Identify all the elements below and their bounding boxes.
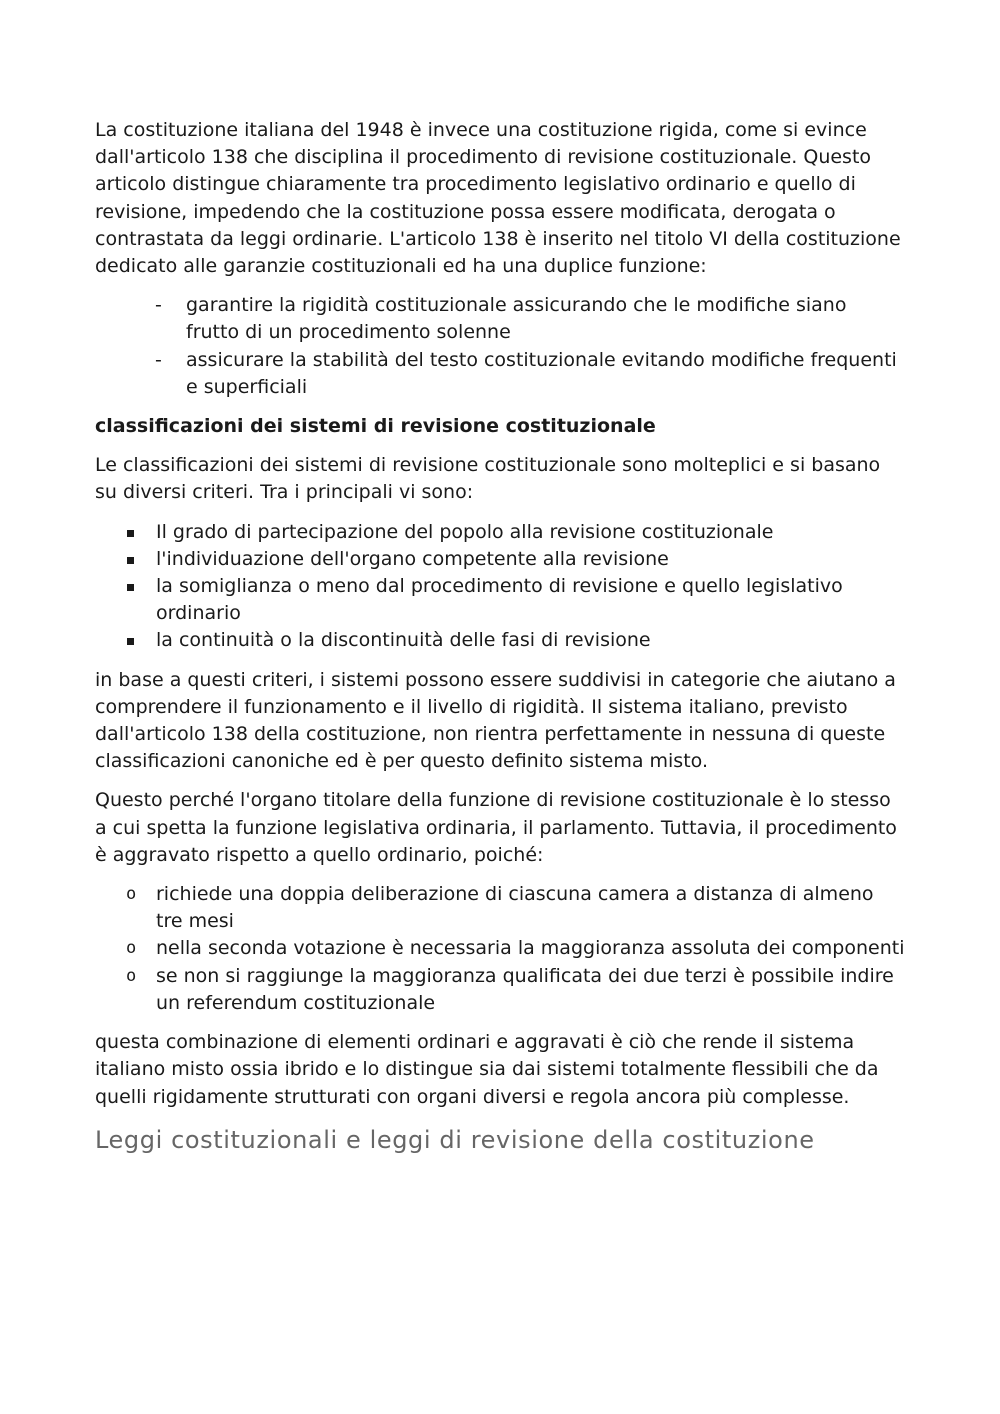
paragraph-classifications-intro: Le classificazioni dei sistemi di revisione costituzionale sono molteplici e si basano su diversi criteri. Tra i principali vi sono:: [95, 454, 881, 504]
list-item: [95, 292, 905, 346]
document-page: [95, 117, 905, 1157]
criteria-list: [95, 519, 905, 655]
circle-bullet: o: [126, 965, 137, 986]
paragraph-reason: Questo perché l'organo titolare della funzione di revisione costituzionale è lo stesso a cui spetta la funzione legislativa ordinaria, il parlamento. Tuttavia, il procedimento è aggravato rispetto a quello ordinario, poiché:: [95, 789, 897, 866]
square-bullet-icon: [127, 530, 134, 537]
aggravations-list: [95, 881, 905, 1017]
subheading-classifications: classificazioni dei sistemi di revisione costituzionale: [95, 415, 656, 438]
circle-bullet: o: [126, 884, 137, 905]
list-item-text: richiede una doppia deliberazione di ciascuna camera a distanza di almeno tre mesi: [156, 883, 874, 933]
square-bullet-icon: [127, 584, 134, 591]
list-item: [95, 519, 905, 546]
dash-bullet: -: [155, 294, 162, 317]
square-bullet-icon: [127, 638, 134, 645]
list-item-text: l'individuazione dell'organo competente alla revisione: [156, 547, 669, 570]
list-item-text: la continuità o la discontinuità delle fasi di revisione: [156, 629, 651, 652]
list-item-text: garantire la rigidità costituzionale assicurando che le modifiche siano frutto di un procedimento solenne: [186, 294, 847, 344]
list-item: [95, 573, 905, 627]
paragraph-mixed-system: in base a questi criteri, i sistemi possono essere suddivisi in categorie che aiutano a comprendere il funzionamento e il livello di rigidità. Il sistema italiano, previsto dall'articolo 138 della costituzione, non rientra perfettamente in nessuna di queste classificazioni canoniche ed è per questo definito sistema misto.: [95, 668, 896, 773]
square-bullet-icon: [127, 557, 134, 564]
list-item-text: Il grado di partecipazione del popolo alla revisione costituzionale: [156, 520, 774, 543]
dash-bullet: -: [155, 348, 162, 371]
list-item: [95, 347, 905, 401]
section-heading: Leggi costituzionali e leggi di revisione della costituzione: [95, 1125, 815, 1154]
list-item-text: assicurare la stabilità del testo costituzionale evitando modifiche frequenti e superficiali: [186, 348, 897, 398]
list-item: [95, 546, 905, 573]
functions-list: [95, 292, 905, 401]
paragraph-conclusion: questa combinazione di elementi ordinari e aggravati è ciò che rende il sistema italiano misto ossia ibrido e lo distingue sia dai sistemi totalmente flessibili che da quelli rigidamente strutturati con organi diversi e regola ancora più complesse.: [95, 1031, 879, 1108]
paragraph-intro: La costituzione italiana del 1948 è invece una costituzione rigida, come si evince dall'articolo 138 che disciplina il procedimento di revisione costituzionale. Questo articolo distingue chiaramente tra procedimento legislativo ordinario e quello di revisione, impedendo che la costituzione possa essere modificata, derogata o contrastata da leggi ordinarie. L'articolo 138 è inserito nel titolo VI della costituzione dedicato alle garanzie costituzionali ed ha una duplice funzione:: [95, 119, 901, 278]
circle-bullet: o: [126, 938, 137, 959]
list-item: [95, 935, 905, 962]
list-item-text: nella seconda votazione è necessaria la maggioranza assoluta dei componenti: [156, 937, 905, 960]
list-item: [95, 627, 905, 654]
list-item: [95, 963, 905, 1017]
list-item-text: la somiglianza o meno dal procedimento di revisione e quello legislativo ordinario: [156, 575, 843, 625]
list-item: [95, 881, 905, 935]
list-item-text: se non si raggiunge la maggioranza qualificata dei due terzi è possibile indire un referendum costituzionale: [156, 964, 894, 1014]
